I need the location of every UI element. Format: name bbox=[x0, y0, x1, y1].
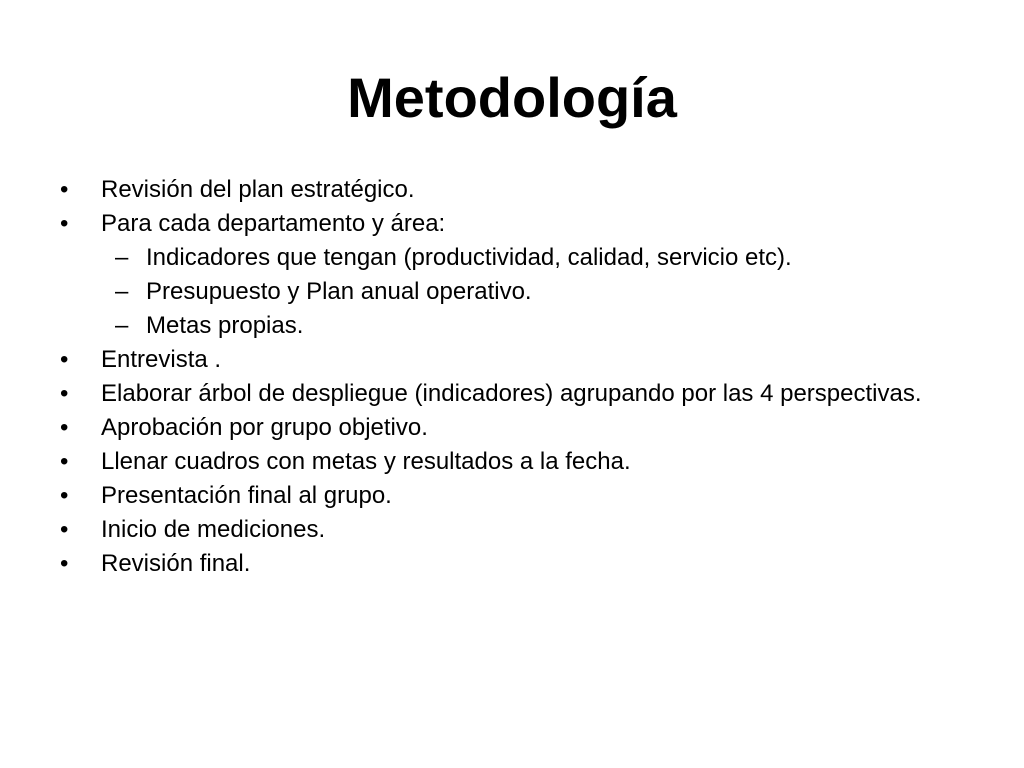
dash-marker: – bbox=[115, 244, 129, 271]
bullet-item bbox=[60, 448, 960, 476]
bullet-marker: • bbox=[60, 210, 69, 237]
bullet-marker: • bbox=[60, 414, 69, 441]
sub-bullet-item bbox=[60, 312, 960, 340]
bullet-item bbox=[60, 482, 960, 510]
bullet-marker: • bbox=[60, 346, 69, 373]
bullet-item bbox=[60, 210, 960, 238]
bullet-item bbox=[60, 414, 960, 442]
bullet-marker: • bbox=[60, 550, 69, 577]
sub-bullet-item bbox=[60, 244, 960, 272]
dash-marker: – bbox=[115, 278, 129, 305]
dash-marker: – bbox=[115, 312, 129, 339]
bullet-text: Para cada departamento y área: bbox=[101, 210, 446, 237]
bullet-text: Revisión del plan estratégico. bbox=[101, 176, 415, 203]
bullet-text: Llenar cuadros con metas y resultados a la fecha. bbox=[101, 448, 631, 475]
bullet-list bbox=[60, 176, 960, 584]
bullet-item bbox=[60, 550, 960, 578]
bullet-marker: • bbox=[60, 176, 69, 203]
bullet-item bbox=[60, 176, 960, 204]
bullet-marker: • bbox=[60, 482, 69, 509]
bullet-item bbox=[60, 516, 960, 544]
bullet-text: Elaborar árbol de despliegue (indicadores) agrupando por las 4 perspectivas. bbox=[101, 380, 922, 407]
bullet-text: Entrevista . bbox=[101, 346, 222, 373]
bullet-marker: • bbox=[60, 380, 69, 407]
sub-bullet-text: Indicadores que tengan (productividad, calidad, servicio etc). bbox=[146, 244, 792, 271]
bullet-marker: • bbox=[60, 516, 69, 543]
bullet-text: Inicio de mediciones. bbox=[101, 516, 326, 543]
bullet-item bbox=[60, 346, 960, 374]
bullet-marker: • bbox=[60, 448, 69, 475]
bullet-text: Aprobación por grupo objetivo. bbox=[101, 414, 428, 441]
sub-bullet-item bbox=[60, 278, 960, 306]
bullet-text: Revisión final. bbox=[101, 550, 251, 577]
sub-bullet-text: Metas propias. bbox=[146, 312, 304, 339]
bullet-item bbox=[60, 380, 960, 408]
bullet-text: Presentación final al grupo. bbox=[101, 482, 392, 509]
sub-bullet-text: Presupuesto y Plan anual operativo. bbox=[146, 278, 532, 305]
slide-title: Metodología bbox=[347, 66, 677, 129]
